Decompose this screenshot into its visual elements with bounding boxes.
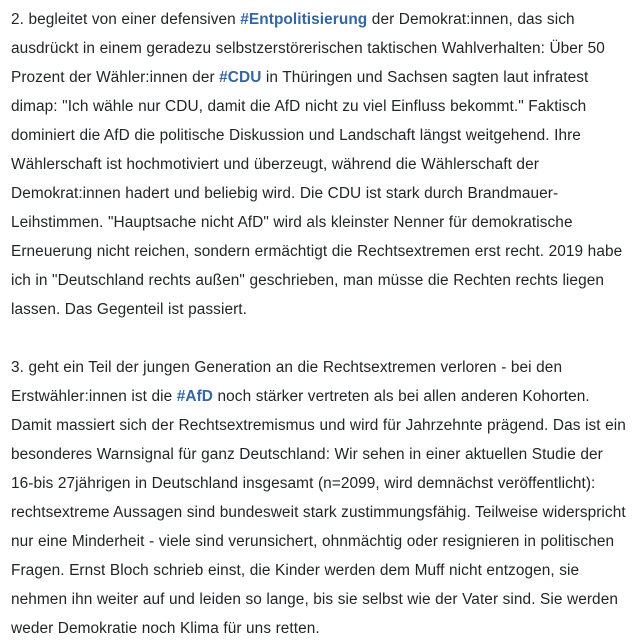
hashtag-link-afd[interactable]: #AfD xyxy=(176,388,214,405)
paragraph-2 xyxy=(11,0,629,324)
paragraph-3 xyxy=(11,353,629,643)
hashtag-link-cdu[interactable]: #CDU xyxy=(219,69,262,86)
paragraph-spacer xyxy=(11,324,629,353)
text-run: 3. geht ein Teil der jungen Generation an die Rechtsextremen verloren - bei den Erstwähler:innen ist die xyxy=(11,359,563,405)
text-run: 2. begleitet von einer defensiven xyxy=(11,11,241,28)
text-run: der Demokrat:innen, das sich ausdrückt in einem geradezu selbstzerstörerischen taktischen Wahlverhalten: Über 50 Prozent der Wähler:innen der xyxy=(11,11,605,86)
hashtag-link-entpolitisierung[interactable]: #Entpolitisierung xyxy=(240,11,368,28)
text-run: noch stärker vertreten als bei allen anderen Kohorten. Damit massiert sich der Rechtsextremismus und wird für Jahrzehnte prägend. Das ist ein besonderes Warnsignal für ganz Deutschland: Wir sehen in einer aktuellen Studie der 16-bis 27jährigen in Deutschland insgesamt (n=2099, wird demnächst veröffentlicht): rechtsextreme Aussagen sind bundesweit stark zustimmungsfähig. Teilweise widerspricht nur eine Minderheit - viele sind verunsichert, ohnmächtig oder resignieren in politischen Fragen. Ernst Bloch schrieb einst, die Kinder werden dem Muff nicht entzogen, sie nehmen ihn weiter auf und leiden so lange, bis sie selbst wie der Vater sind. Sie werden weder Demokratie noch Klima für uns retten. xyxy=(11,388,626,637)
text-run: in Thüringen und Sachsen sagten laut infratest dimap: "Ich wähle nur CDU, damit die AfD nicht zu viel Einfluss bekommt." Faktisch dominiert die AfD die politische Diskussion und Landschaft längst weitgehend. Ihre Wählerschaft ist hochmotiviert und überzeugt, während die Wählerschaft der Demokrat:innen hadert und beliebig wird. Die CDU ist stark durch Brandmauer-Leihstimmen. "Hauptsache nicht AfD" wird als kleinster Nenner für demokratische Erneuerung nicht reichen, sondern ermächtigt die Rechtsextremen erst recht. 2019 habe ich in "Deutschland rechts außen" geschrieben, man müsse die Rechten rechts liegen lassen. Das Gegenteil ist passiert. xyxy=(11,69,623,318)
